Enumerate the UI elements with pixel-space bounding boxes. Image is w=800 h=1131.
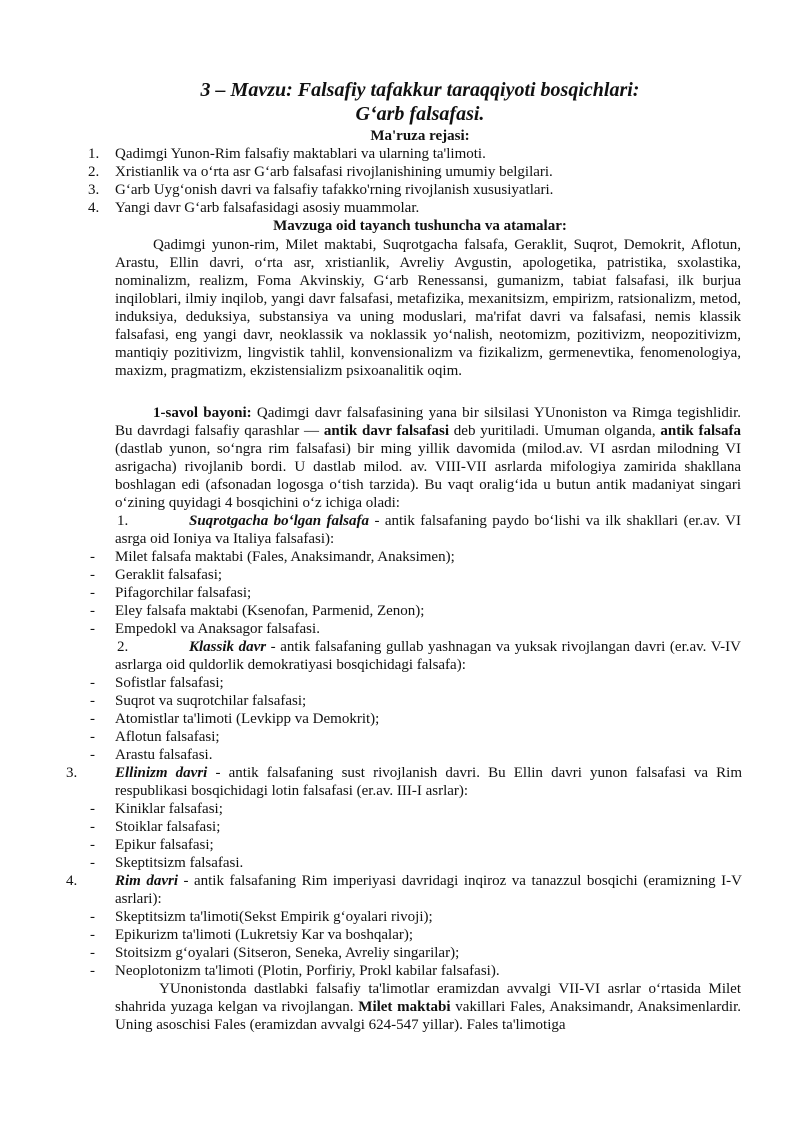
closing-text: YUnonistonda dastlabki falsafiy ta'limotlar eramizdan avvalgi VII-VI asrlar o‘rtasida Milet shahrida yuzaga kelgan va rivojlangan. bbox=[115, 981, 741, 1015]
stage-description: - antik falsafaning gullab yashnagan va yuksak rivojlangan davri (er.av. V-IV asrlarga oid quldorlik demokratiyasi bosqichidagi falsafa): bbox=[115, 639, 741, 673]
list-dash: - bbox=[90, 801, 95, 817]
list-item-text: Epikur falsafasi; bbox=[115, 837, 214, 853]
stage-number: 3. bbox=[66, 765, 78, 781]
plan-item-number: 3. bbox=[88, 182, 100, 198]
plan-item-number: 4. bbox=[88, 200, 100, 216]
plan-item-text: Yangi davr G‘arb falsafasidagi asosiy muammolar. bbox=[115, 200, 420, 216]
stage-number: 1. bbox=[117, 513, 129, 529]
list-dash: - bbox=[90, 729, 95, 745]
list-dash: - bbox=[90, 927, 95, 943]
closing-term: Milet maktabi bbox=[358, 999, 451, 1015]
stage-description: - antik falsafaning Rim imperiyasi davridagi inqiroz va tanazzul bosqichi (eramizning I-V asrlari): bbox=[115, 873, 742, 907]
list-item-text: Stoiklar falsafasi; bbox=[115, 819, 221, 835]
list-dash: - bbox=[90, 567, 95, 583]
list-dash: - bbox=[90, 837, 95, 853]
list-item-text: Atomistlar ta'limoti (Levkipp va Demokrit); bbox=[115, 711, 380, 727]
list-item-text: Stoitsizm g‘oyalari (Sitseron, Seneka, Avreliy singarilar); bbox=[115, 945, 460, 961]
list-item-text: Suqrot va suqrotchilar falsafasi; bbox=[115, 693, 307, 709]
intro-text: (dastlab yunon, so‘ngra rim falsafasi) bir ming yillik davomida (milod.av. VI asrdan milodning VI asrigacha) rivojlanib bordi. U dastlab milod. av. VIII-VII asrlarda mifologiya zamirida shakllana boshlagan edi (afsonadan logosga o‘tish tarzida). Bu vaqt oralig‘ida u butun antik madaniyat singari o‘zining quyidagi 4 bosqichini o‘z ichiga oladi: bbox=[115, 441, 741, 511]
list-dash: - bbox=[90, 675, 95, 691]
list-item-text: Milet falsafa maktabi (Fales, Anaksimandr, Anaksimen); bbox=[115, 549, 455, 565]
stage-number: 4. bbox=[66, 873, 78, 889]
list-item-text: Skeptitsizm ta'limoti(Sekst Empirik g‘oyalari rivoji); bbox=[115, 909, 433, 925]
intro-text: deb yuritiladi. Umuman olganda, bbox=[449, 423, 661, 439]
list-item-text: Geraklit falsafasi; bbox=[115, 567, 223, 583]
intro-paragraph bbox=[115, 404, 741, 512]
concepts-paragraph bbox=[115, 236, 741, 380]
lecture-title-line-2: G‘arb falsafasi. bbox=[355, 103, 485, 125]
list-item-text: Epikurizm ta'limoti (Lukretsiy Kar va boshqalar); bbox=[115, 927, 414, 943]
list-dash: - bbox=[90, 549, 95, 565]
list-item-text: Skeptitsizm falsafasi. bbox=[115, 855, 244, 871]
intro-text: Qadimgi davr falsafasining yana bir silsilasi YUnoniston va Rimga tegishlidir. Bu davrdagi falsafiy qarashlar — bbox=[115, 405, 741, 439]
plan-item-number: 1. bbox=[88, 146, 100, 162]
stage-title: Ellinizm davri bbox=[115, 765, 208, 781]
concepts-text: Qadimgi yunon-rim, Milet maktabi, Suqrotgacha falsafa, Geraklit, Suqrot, Demokrit, Aflotun, Arastu, Ellin davri, o‘rta asr, xristianlik, Avreliy Avgustin, apologetika, patristika, sxolastika, nominalizm, realizm, Foma Akvinskiy, G‘arb Renessansi, gumanizm, tabiat falsafasi, ilk burjua inqiloblari, ilmiy inqilob, yangi davr falsafasi, metafizika, mexanitsizm, empirizm, ratsionalizm, metod, induksiya, deduksiya, substansiya va uning moduslari, ma'rifat davri va falsafasi, nemis klassik falsafasi, eng yangi davr, neoklassik va noklassik yo‘nalish, neotomizm, pozitivizm, neopozitivizm, mantiqiy pozitivizm, lingvistik tahlil, konvensionalizm va fizikalizm, germenevtika, fenomenologiya, maxizm, pragmatizm, ekzistensializm psixoanalitik oqim. bbox=[115, 237, 741, 379]
list-item-text: Kiniklar falsafasi; bbox=[115, 801, 223, 817]
list-dash: - bbox=[90, 747, 95, 763]
list-dash: - bbox=[90, 621, 95, 637]
list-dash: - bbox=[90, 963, 95, 979]
stage-body bbox=[115, 872, 742, 908]
stage-description: - antik falsafaning paydo bo‘lishi va ilk shakllari (er.av. VI asrga oid Ioniya va Italiya falsafasi): bbox=[115, 513, 741, 547]
stage-title: Klassik davr bbox=[189, 639, 267, 655]
concepts-heading: Mavzuga oid tayanch tushuncha va atamalar: bbox=[273, 218, 567, 234]
list-item-text: Arastu falsafasi. bbox=[115, 747, 213, 763]
plan-item-text: G‘arb Uyg‘onish davri va falsafiy tafakko'rning rivojlanish xususiyatlari. bbox=[115, 182, 554, 198]
plan-item-text: Qadimgi Yunon-Rim falsafiy maktablari va ularning ta'limoti. bbox=[115, 146, 486, 162]
plan-item-number: 2. bbox=[88, 164, 100, 180]
intro-label: 1-savol bayoni: bbox=[153, 405, 252, 421]
list-dash: - bbox=[90, 909, 95, 925]
list-dash: - bbox=[90, 603, 95, 619]
list-item-text: Empedokl va Anaksagor falsafasi. bbox=[115, 621, 320, 637]
lecture-title-line-1: 3 – Mavzu: Falsafiy tafakkur taraqqiyoti bosqichlari: bbox=[200, 79, 640, 101]
intro-term: antik falsafa bbox=[660, 423, 741, 439]
list-dash: - bbox=[90, 945, 95, 961]
stage-body bbox=[115, 764, 742, 800]
stage-description: - antik falsafaning sust rivojlanish davri. Bu Ellin davri yunon falsafasi va Rim respublikasi bosqichidagi lotin falsafasi (er.av. III-I asrlar): bbox=[115, 765, 742, 799]
stage-title: Rim davri bbox=[115, 873, 178, 889]
list-dash: - bbox=[90, 819, 95, 835]
list-dash: - bbox=[90, 693, 95, 709]
list-dash: - bbox=[90, 585, 95, 601]
list-item-text: Eley falsafa maktabi (Ksenofan, Parmenid, Zenon); bbox=[115, 603, 425, 619]
list-item-text: Sofistlar falsafasi; bbox=[115, 675, 224, 691]
stage-2 bbox=[115, 638, 741, 674]
list-item-text: Neoplotonizm ta'limoti (Plotin, Porfiriy, Prokl kabilar falsafasi). bbox=[115, 963, 500, 979]
list-dash: - bbox=[90, 855, 95, 871]
list-item-text: Pifagorchilar falsafasi; bbox=[115, 585, 252, 601]
stage-number: 2. bbox=[117, 639, 129, 655]
plan-item-text: Xristianlik va o‘rta asr G‘arb falsafasi rivojlanishining umumiy belgilari. bbox=[115, 164, 553, 180]
closing-text: vakillari Fales, Anaksimandr, Anaksimenlardir. Uning asoschisi Fales (eramizdan avvalgi 624-547 yillar). Fales ta'limotiga bbox=[115, 999, 741, 1033]
stage-title: Suqrotgacha bo‘lgan falsafa bbox=[189, 513, 370, 529]
list-dash: - bbox=[90, 711, 95, 727]
plan-heading: Ma'ruza rejasi: bbox=[370, 128, 470, 144]
closing-paragraph bbox=[115, 980, 741, 1034]
list-item-text: Aflotun falsafasi; bbox=[115, 729, 220, 745]
intro-term: antik davr falsafasi bbox=[323, 423, 449, 439]
stage-1 bbox=[115, 512, 741, 548]
